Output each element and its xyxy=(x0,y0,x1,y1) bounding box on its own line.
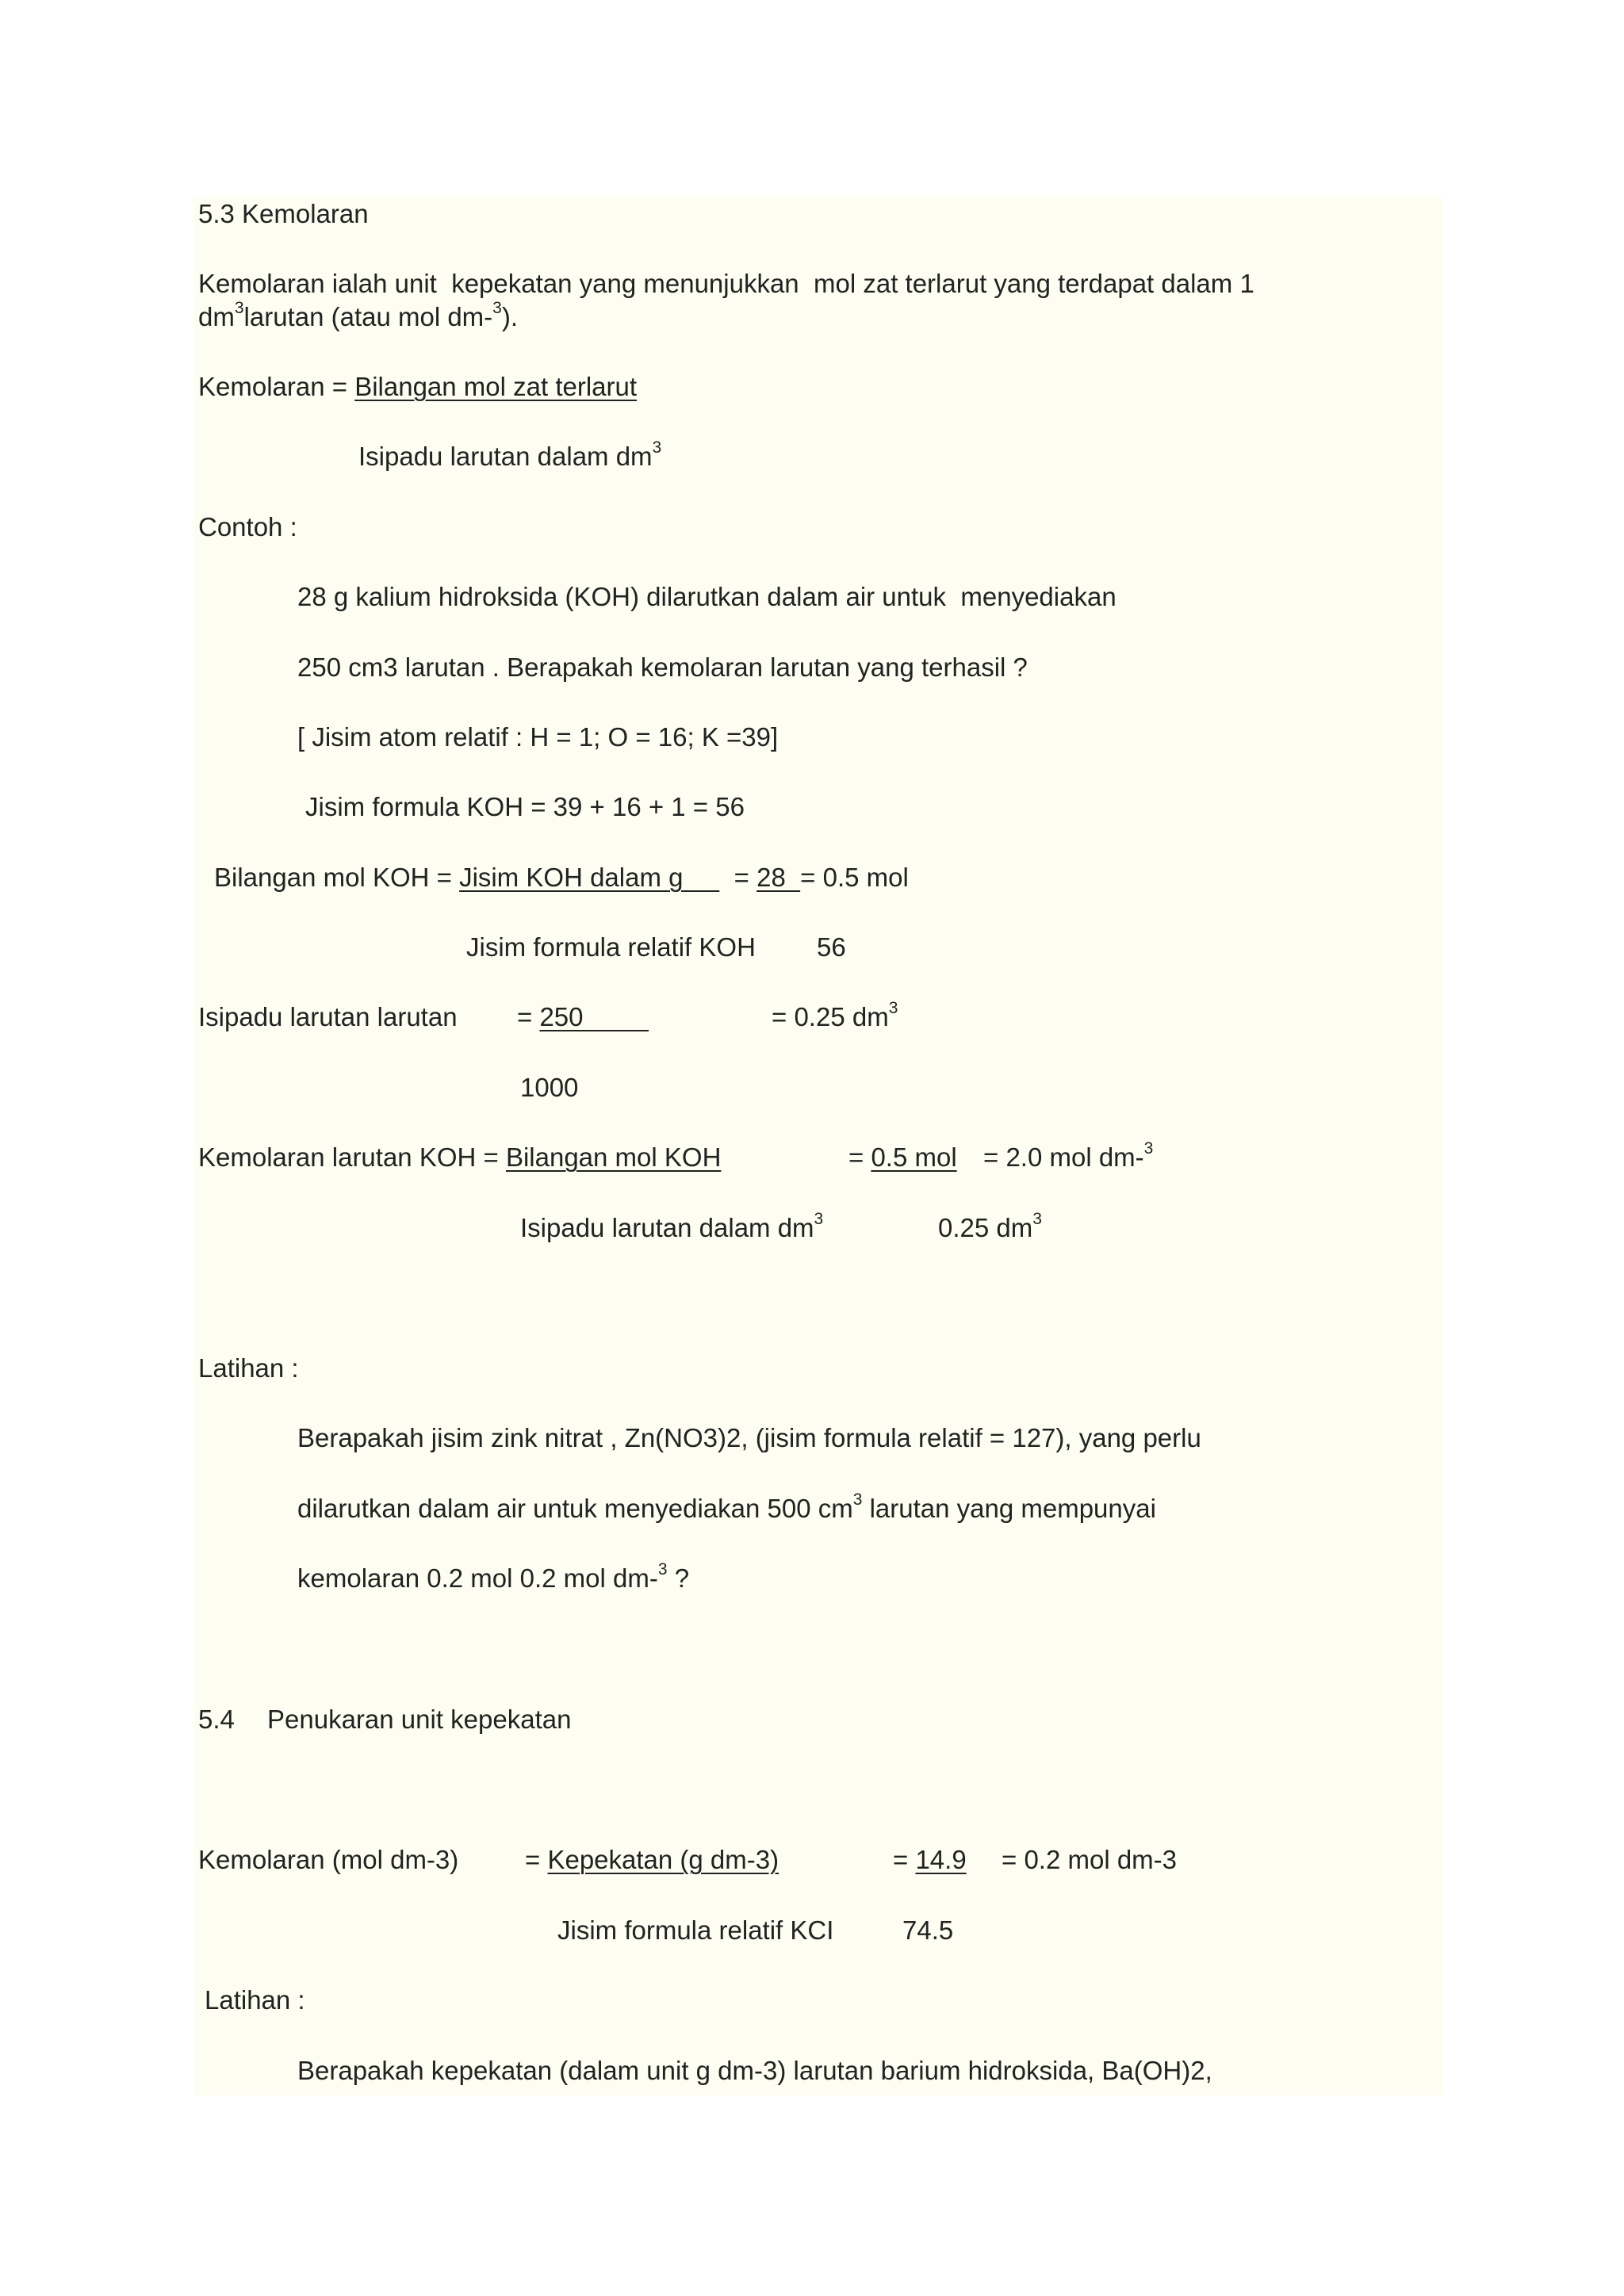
conversion-label: Kemolaran (mol dm-3) xyxy=(198,1845,459,1874)
molarity-calculation-line: Kemolaran larutan KOH = Bilangan mol KOH xyxy=(198,1142,722,1172)
example-question-line-1: 28 g kalium hidroksida (KOH) dilarutkan dalam air untuk menyediakan xyxy=(297,582,1116,611)
section-heading-5-4-text: Penukaran unit kepekatan xyxy=(267,1705,572,1734)
definition-line-2: $dm^3larutan$ (atau mol dm-$^3$). xyxy=(198,299,519,331)
volume-label: Isipadu larutan larutan xyxy=(198,1002,458,1031)
exercise-line-2: dilarutkan dalam air untuk menyediakan 500 $cm^3$ larutan yang mempunyai xyxy=(297,1490,1156,1523)
conversion-denominator: Jisim formula relatif KCI xyxy=(557,1915,834,1945)
molarity-denominator-value: 0.25 $dm^3$ xyxy=(938,1210,1042,1242)
molarity-denominator: Isipadu larutan dalam $dm^3$ xyxy=(520,1210,824,1242)
volume-fraction-numerator: = 250 xyxy=(517,1002,649,1031)
example-given-masses: [ Jisim atom relatif : H = 1; O = 16; K =39] xyxy=(297,722,779,752)
example-formula-mass: Jisim formula KOH = 39 + 16 + 1 = 56 xyxy=(305,792,745,821)
molarity-value-fraction: = 0.5 mol xyxy=(848,1142,957,1172)
section-heading-5-4-number: 5.4 xyxy=(198,1705,235,1734)
conversion-fraction-numerator: = Kepekatan (g dm-3) xyxy=(525,1845,779,1874)
molarity-formula-numerator-line: Kemolaran = Bilangan mol zat terlarut xyxy=(198,372,638,401)
molarity-result: = 2.0 mol dm-$^3$ xyxy=(983,1139,1154,1172)
exercise-label-5-3: Latihan : xyxy=(198,1353,299,1383)
exercise-5-4-line-1: Berapakah kepekatan (dalam unit g dm-3) larutan barium hidroksida, Ba(OH)2, xyxy=(297,2056,1212,2085)
exercise-line-1: Berapakah jisim zink nitrat , Zn(NO3)2, (jisim formula relatif = 127), yang perlu xyxy=(297,1423,1201,1452)
section-heading-5-3: 5.3 Kemolaran xyxy=(198,199,369,228)
example-label: Contoh : xyxy=(198,512,297,541)
conversion-denominator-value: 74.5 xyxy=(902,1915,954,1945)
moles-calculation-line: Bilangan mol KOH = Jisim KOH dalam g = 28 = 0.5 mol xyxy=(214,863,909,892)
conversion-result: = 0.2 mol dm-3 xyxy=(1002,1845,1178,1874)
volume-denominator: 1000 xyxy=(520,1073,579,1102)
example-question-line-2: 250 cm3 larutan . Berapakah kemolaran larutan yang terhasil ? xyxy=(297,652,1028,682)
moles-denominator-value: 56 xyxy=(817,932,846,962)
molarity-formula-denominator: Isipadu larutan dalam $dm^3$ xyxy=(358,438,662,471)
exercise-label-5-4: Latihan : xyxy=(205,1985,305,2015)
moles-denominator: Jisim formula relatif KOH xyxy=(466,932,756,962)
definition-line-1: Kemolaran ialah unit kepekatan yang menunjukkan mol zat terlarut yang terdapat dalam 1 xyxy=(198,269,1254,298)
conversion-value-numerator: = 14.9 xyxy=(893,1845,967,1874)
exercise-line-3: kemolaran 0.2 mol 0.2 mol dm-$^3$ ? xyxy=(297,1560,690,1593)
volume-result: = 0.25 $dm^3$ xyxy=(772,999,898,1031)
